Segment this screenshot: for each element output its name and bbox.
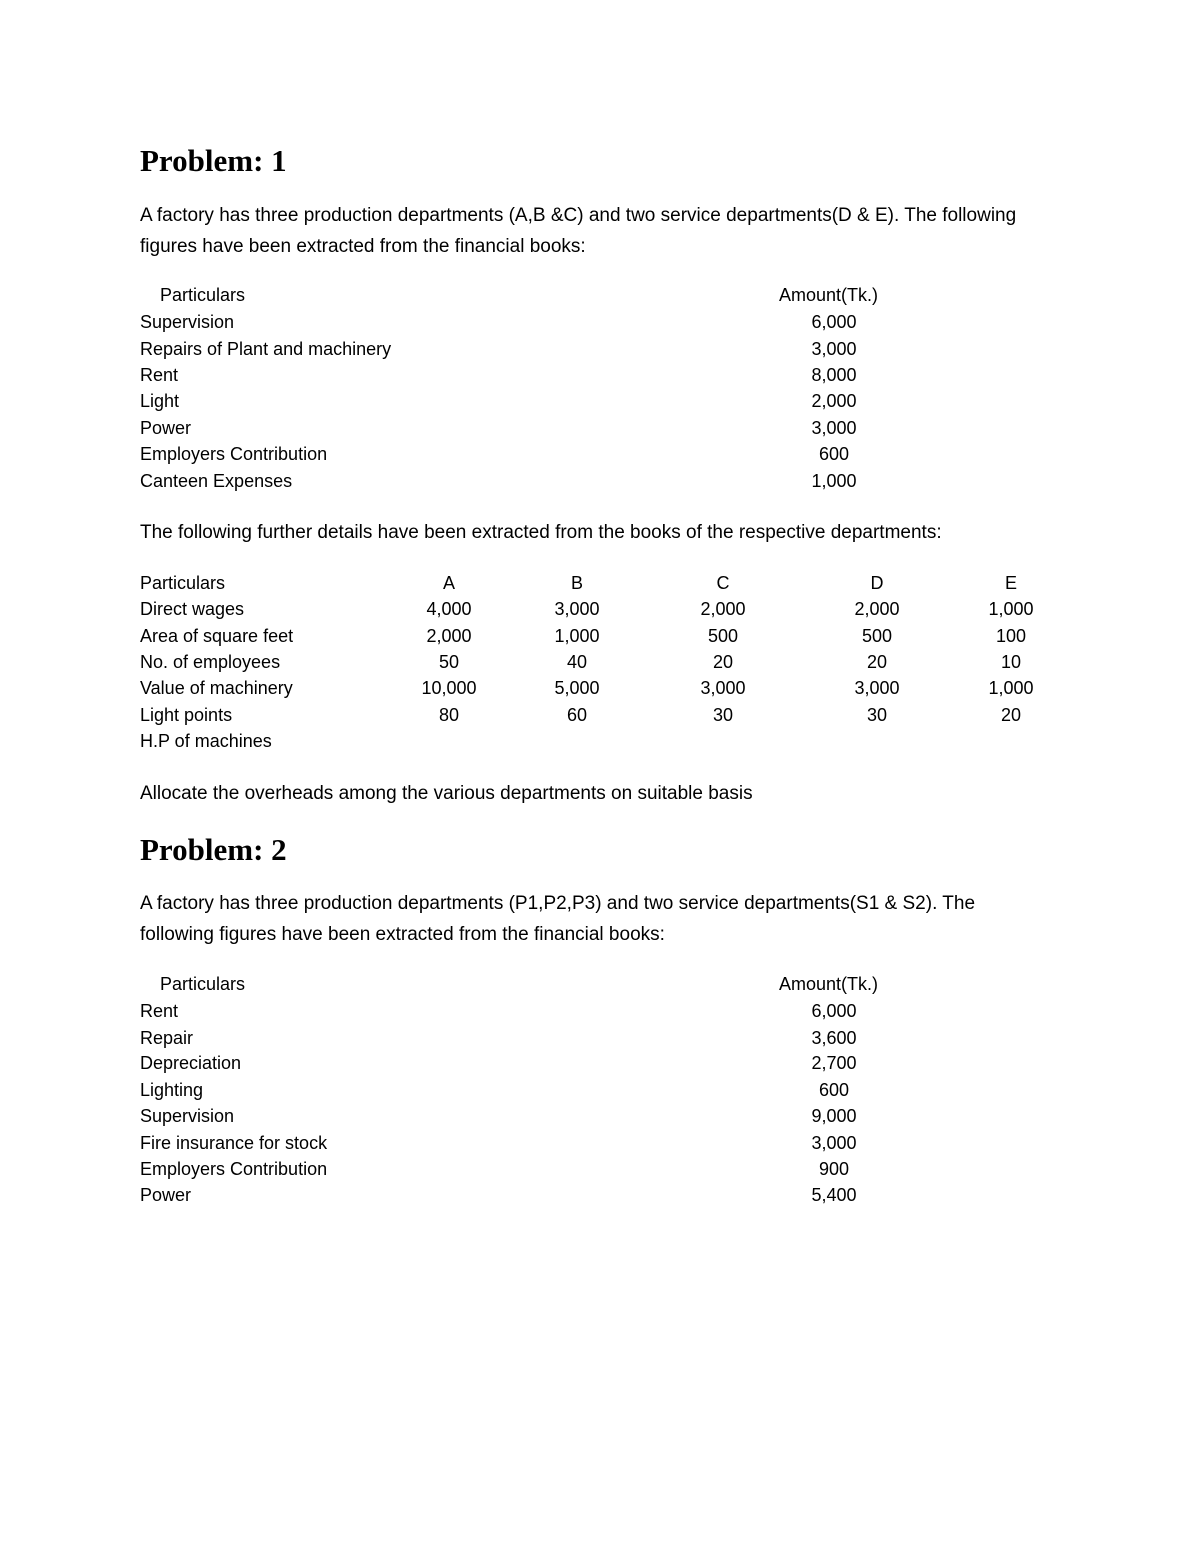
table-row	[0, 1050, 1200, 1076]
row-label: Repair	[140, 1028, 194, 1048]
column-header-c: C	[716, 573, 730, 593]
column-header-d: D	[870, 573, 884, 593]
row-label: Power	[140, 418, 192, 438]
table-row	[0, 1103, 1200, 1129]
row-amount: 900	[818, 1159, 850, 1179]
row-label: Supervision	[140, 1106, 235, 1126]
row-amount: 600	[818, 1080, 850, 1100]
problem-2-intro-line-1: A factory has three production departments (P1,P2,P3) and two service departments(S1 & S2). The	[140, 893, 976, 914]
row-amount: 3,000	[811, 1133, 857, 1153]
cell-e: 100	[995, 626, 1027, 646]
column-header-a: A	[442, 573, 456, 593]
table-row	[0, 1077, 1200, 1103]
row-amount: 2,700	[811, 1053, 857, 1073]
cell-b: 1,000	[554, 626, 600, 646]
row-amount: 6,000	[811, 1001, 857, 1021]
cell-a: 4,000	[426, 599, 472, 619]
row-amount: 600	[818, 444, 850, 464]
allocation-instruction: Allocate the overheads among the various departments on suitable basis	[140, 783, 753, 804]
row-label: Canteen Expenses	[140, 471, 293, 491]
cell-d: 3,000	[854, 678, 900, 698]
row-label: Fire insurance for stock	[140, 1133, 328, 1153]
further-details-text: The following further details have been extracted from the books of the respective departments:	[140, 522, 942, 543]
row-label: Direct wages	[140, 599, 245, 619]
row-label: Area of square feet	[140, 626, 294, 646]
row-amount: 6,000	[811, 312, 857, 332]
table-row	[0, 441, 1200, 467]
cell-c: 2,000	[700, 599, 746, 619]
row-amount: 3,000	[811, 339, 857, 359]
cell-b: 5,000	[554, 678, 600, 698]
table-row	[0, 336, 1200, 362]
cell-b: 3,000	[554, 599, 600, 619]
cell-e: 1,000	[988, 599, 1034, 619]
amount-header: Amount(Tk.)	[779, 285, 879, 305]
problem-1-intro-line-1: A factory has three production departments (A,B &C) and two service departments(D & E). The following	[140, 205, 1017, 226]
row-amount: 8,000	[811, 365, 857, 385]
problem-2-intro-line-2: following figures have been extracted from the financial books:	[140, 924, 665, 945]
row-amount: 3,600	[811, 1028, 857, 1048]
cell-a: 50	[438, 652, 460, 672]
row-amount: 2,000	[811, 391, 857, 411]
table-row	[0, 362, 1200, 388]
row-label: Employers Contribution	[140, 1159, 328, 1179]
cell-c: 3,000	[700, 678, 746, 698]
table-row	[0, 649, 1200, 675]
table-row	[0, 468, 1200, 494]
problem-1-intro-line-2: figures have been extracted from the financial books:	[140, 236, 586, 257]
row-amount: 1,000	[811, 471, 857, 491]
row-amount: 5,400	[811, 1185, 857, 1205]
cell-d: 500	[861, 626, 893, 646]
row-label: H.P of machines	[140, 731, 272, 751]
table-row	[0, 1025, 1200, 1051]
table-row	[0, 623, 1200, 649]
cell-c: 30	[712, 705, 734, 725]
cell-c: 500	[707, 626, 739, 646]
table-row	[0, 998, 1200, 1024]
cell-d: 2,000	[854, 599, 900, 619]
table-row	[0, 728, 1200, 754]
cell-c: 20	[712, 652, 734, 672]
table-row	[0, 415, 1200, 441]
row-label: Supervision	[140, 312, 235, 332]
row-label: Rent	[140, 1001, 179, 1021]
table-row	[0, 702, 1200, 728]
column-header-e: E	[1004, 573, 1018, 593]
cell-e: 1,000	[988, 678, 1034, 698]
table-header-row	[0, 971, 1200, 997]
table-header-row	[0, 570, 1200, 596]
cell-a: 80	[438, 705, 460, 725]
cell-e: 10	[1000, 652, 1022, 672]
row-label: Employers Contribution	[140, 444, 328, 464]
table-row	[0, 596, 1200, 622]
cell-a: 2,000	[426, 626, 472, 646]
particulars-header: Particulars	[160, 974, 246, 994]
row-label: Depreciation	[140, 1053, 242, 1073]
cell-d: 30	[866, 705, 888, 725]
table-row	[0, 675, 1200, 701]
column-header-b: B	[570, 573, 584, 593]
particulars-header: Particulars	[140, 573, 226, 593]
particulars-header: Particulars	[160, 285, 246, 305]
problem-2-title: Problem: 2	[140, 832, 287, 867]
amount-header: Amount(Tk.)	[779, 974, 879, 994]
row-label: Power	[140, 1185, 192, 1205]
row-label: Light points	[140, 705, 233, 725]
cell-e: 20	[1000, 705, 1022, 725]
row-label: Rent	[140, 365, 179, 385]
table-header-row	[0, 282, 1200, 308]
table-row	[0, 309, 1200, 335]
row-label: Value of machinery	[140, 678, 293, 698]
row-amount: 3,000	[811, 418, 857, 438]
cell-b: 40	[566, 652, 588, 672]
row-amount: 9,000	[811, 1106, 857, 1126]
row-label: No. of employees	[140, 652, 281, 672]
cell-d: 20	[866, 652, 888, 672]
table-row	[0, 1182, 1200, 1208]
table-row	[0, 1130, 1200, 1156]
table-row	[0, 388, 1200, 414]
cell-a: 10,000	[421, 678, 477, 698]
row-label: Light	[140, 391, 180, 411]
row-label: Repairs of Plant and machinery	[140, 339, 392, 359]
problem-1-title: Problem: 1	[140, 143, 287, 178]
table-row	[0, 1156, 1200, 1182]
row-label: Lighting	[140, 1080, 204, 1100]
cell-b: 60	[566, 705, 588, 725]
